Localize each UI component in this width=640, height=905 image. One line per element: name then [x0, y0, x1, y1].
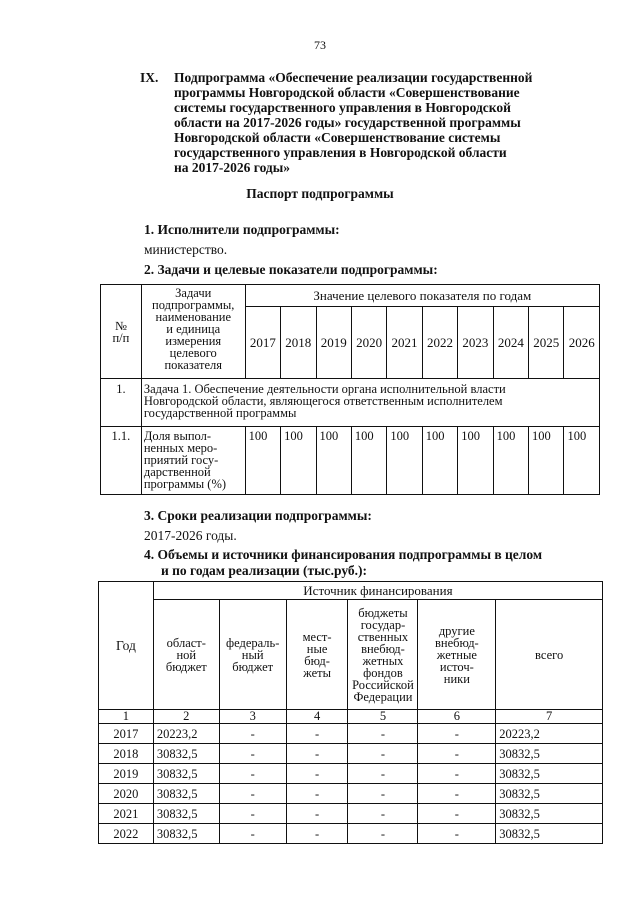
other-sources-cell: - [418, 744, 496, 764]
indicator-name: Доля выпол- ненных меро- приятий госу- дарственной программы (%) [141, 427, 245, 495]
section2-title: 2. Задачи и целевые показатели подпрограммы: [144, 262, 438, 277]
total-cell: 30832,5 [496, 804, 603, 824]
year-cell: 2022 [99, 824, 154, 844]
indicator-value: 100 [281, 427, 316, 495]
section1-title: 1. Исполнители подпрограммы: [144, 222, 340, 237]
section3-text: 2017-2026 годы. [144, 528, 237, 543]
year-header: 2017 [245, 307, 280, 379]
indicator-value: 100 [493, 427, 528, 495]
column-number: 1 [99, 710, 154, 724]
column-header-year: Год [99, 582, 154, 710]
year-cell: 2021 [99, 804, 154, 824]
indicator-value: 100 [458, 427, 493, 495]
total-cell: 30832,5 [496, 824, 603, 844]
passport-title: Паспорт подпрограммы [246, 186, 394, 201]
section1-text: министерство. [144, 242, 228, 257]
federal-budget-cell: - [219, 744, 286, 764]
total-cell: 20223,2 [496, 724, 603, 744]
column-header-extrabudgetary-funds: бюджеты государ- ственных внебюд- жетных фондов Российской Федерации [348, 600, 418, 710]
extrabudgetary-funds-cell: - [348, 824, 418, 844]
page-number: 73 [314, 38, 326, 52]
column-header-local-budgets: мест- ные бюд- жеты [286, 600, 348, 710]
year-header: 2026 [564, 307, 600, 379]
year-cell: 2020 [99, 784, 154, 804]
section4-title: 4. Объемы и источники финансирования подпрограммы в целом и по годам реализации (тыс.руб.): [144, 547, 543, 578]
table-row [99, 744, 603, 764]
regional-budget-cell: 20223,2 [153, 724, 219, 744]
financing-table [98, 581, 603, 844]
federal-budget-cell: - [219, 804, 286, 824]
extrabudgetary-funds-cell: - [348, 784, 418, 804]
indicator-value: 100 [529, 427, 564, 495]
federal-budget-cell: - [219, 824, 286, 844]
year-cell: 2017 [99, 724, 154, 744]
extrabudgetary-funds-cell: - [348, 804, 418, 824]
column-number: 7 [496, 710, 603, 724]
indicator-number: 1.1. [101, 427, 142, 495]
total-cell: 30832,5 [496, 764, 603, 784]
table-row [99, 764, 603, 784]
table-row [99, 804, 603, 824]
heading-line: системы государственного управления в Новгородской [174, 100, 511, 115]
other-sources-cell: - [418, 824, 496, 844]
year-header: 2018 [281, 307, 316, 379]
regional-budget-cell: 30832,5 [153, 764, 219, 784]
targets-table [100, 284, 600, 495]
column-header-number: № п/п [101, 285, 142, 379]
indicator-value: 100 [387, 427, 422, 495]
heading-line: программы Новгородской области «Совершенствование [174, 85, 520, 100]
year-header: 2025 [529, 307, 564, 379]
regional-budget-cell: 30832,5 [153, 804, 219, 824]
extrabudgetary-funds-cell: - [348, 744, 418, 764]
heading-line: Подпрограмма «Обеспечение реализации государственной [174, 70, 533, 85]
column-number: 4 [286, 710, 348, 724]
local-budgets-cell: - [286, 804, 348, 824]
heading-line: Новгородской области «Совершенствование системы [174, 130, 501, 145]
total-cell: 30832,5 [496, 784, 603, 804]
other-sources-cell: - [418, 804, 496, 824]
year-header: 2021 [387, 307, 422, 379]
year-cell: 2018 [99, 744, 154, 764]
column-header-federal-budget: федераль- ный бюджет [219, 600, 286, 710]
column-header-task: Задачи подпрограммы, наименование и единица измерения целевого показателя [141, 285, 245, 379]
column-header-total: всего [496, 600, 603, 710]
federal-budget-cell: - [219, 784, 286, 804]
section3-title: 3. Сроки реализации подпрограммы: [144, 508, 372, 523]
year-cell: 2019 [99, 764, 154, 784]
indicator-value: 100 [564, 427, 600, 495]
column-number: 3 [219, 710, 286, 724]
year-header: 2023 [458, 307, 493, 379]
year-header: 2024 [493, 307, 528, 379]
task-number: 1. [101, 379, 142, 427]
table-row [99, 824, 603, 844]
task-description: Задача 1. Обеспечение деятельности органа исполнительной власти Новгородской области, являющегося ответственным исполнителем государственной программы [141, 379, 599, 427]
local-budgets-cell: - [286, 764, 348, 784]
federal-budget-cell: - [219, 764, 286, 784]
column-header-other-sources: другие внебюд- жетные источ- ники [418, 600, 496, 710]
other-sources-cell: - [418, 764, 496, 784]
indicator-value: 100 [422, 427, 457, 495]
section-roman-number: IX. [140, 70, 159, 85]
indicator-value: 100 [351, 427, 386, 495]
extrabudgetary-funds-cell: - [348, 724, 418, 744]
year-header: 2022 [422, 307, 457, 379]
heading-line: области на 2017-2026 годы» государственной программы [174, 115, 521, 130]
subprogram-heading [140, 70, 590, 175]
other-sources-cell: - [418, 724, 496, 744]
local-budgets-cell: - [286, 744, 348, 764]
heading-line: на 2017-2026 годы» [174, 160, 291, 175]
column-header-regional-budget: област- ной бюджет [153, 600, 219, 710]
table-row [99, 784, 603, 804]
year-header: 2020 [351, 307, 386, 379]
federal-budget-cell: - [219, 724, 286, 744]
regional-budget-cell: 30832,5 [153, 744, 219, 764]
local-budgets-cell: - [286, 824, 348, 844]
column-header-sources-group: Источник финансирования [153, 582, 602, 600]
heading-line: государственного управления в Новгородской области [174, 145, 507, 160]
extrabudgetary-funds-cell: - [348, 764, 418, 784]
indicator-value: 100 [316, 427, 351, 495]
table-row [99, 724, 603, 744]
year-header: 2019 [316, 307, 351, 379]
regional-budget-cell: 30832,5 [153, 784, 219, 804]
other-sources-cell: - [418, 784, 496, 804]
column-header-years-group: Значение целевого показателя по годам [245, 285, 599, 307]
column-number: 2 [153, 710, 219, 724]
regional-budget-cell: 30832,5 [153, 824, 219, 844]
column-number: 6 [418, 710, 496, 724]
column-number: 5 [348, 710, 418, 724]
indicator-value: 100 [245, 427, 280, 495]
local-budgets-cell: - [286, 724, 348, 744]
local-budgets-cell: - [286, 784, 348, 804]
total-cell: 30832,5 [496, 744, 603, 764]
